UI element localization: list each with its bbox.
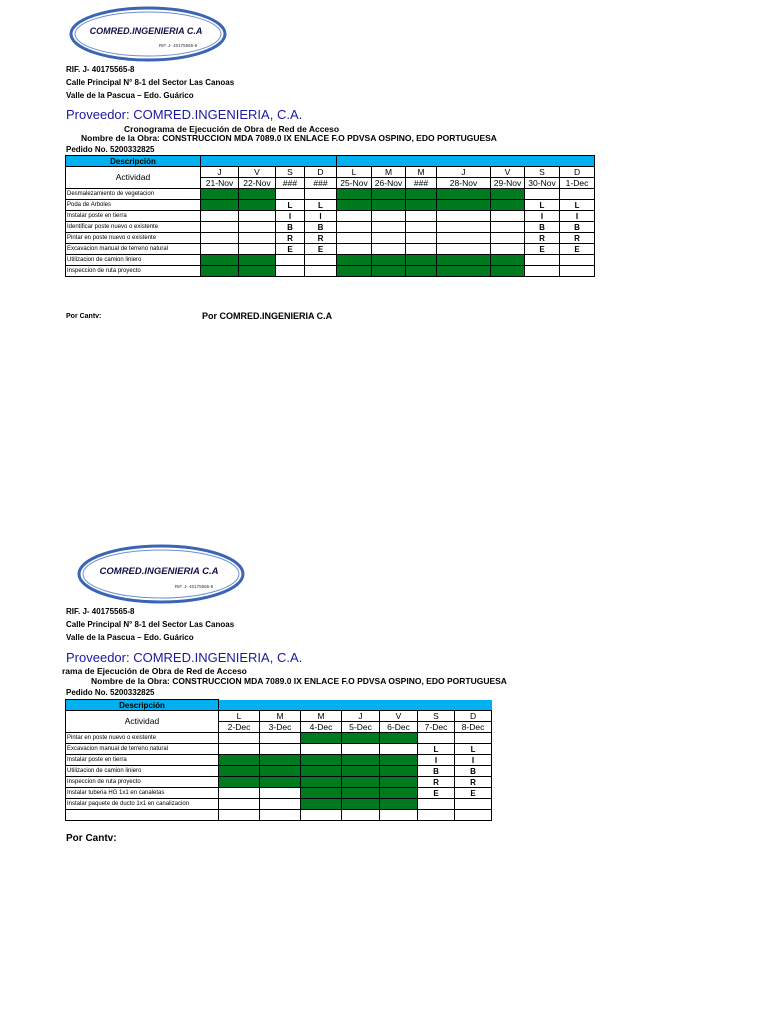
day-label: D [455, 711, 492, 722]
active-day-cell [337, 200, 372, 211]
libre-letter: E [525, 244, 560, 255]
active-day-cell [260, 777, 301, 788]
activity-name: Instalar poste en tierra [66, 755, 219, 766]
active-day-cell [491, 266, 525, 277]
project-name: Nombre de la Obra: CONSTRUCCION MDA 7089.0 IX ENLACE F.O PDVSA OSPINO, EDO PORTUGUESA [91, 676, 507, 686]
active-day-cell [342, 799, 380, 810]
active-day-cell [380, 733, 418, 744]
day-label: J [437, 167, 491, 178]
active-day-cell [406, 200, 437, 211]
active-day-cell [337, 189, 372, 200]
day-label: J [342, 711, 380, 722]
table-row [66, 799, 492, 810]
libre-letter: R [305, 233, 337, 244]
active-day-cell [380, 799, 418, 810]
day-label: V [239, 167, 276, 178]
table-row [66, 233, 595, 244]
schedule-title: Cronograma de Ejecución de Obra de Red de Acceso [124, 124, 340, 134]
active-day-cell [342, 777, 380, 788]
description-header: Descripción [66, 700, 219, 711]
date-label: 2-Dec [219, 722, 260, 733]
libre-letter: B [455, 766, 492, 777]
active-day-cell [372, 189, 406, 200]
libre-letter: L [455, 744, 492, 755]
libre-letter: E [276, 244, 305, 255]
date-label: 5-Dec [342, 722, 380, 733]
day-label: S [525, 167, 560, 178]
active-day-cell [491, 189, 525, 200]
libre-letter: R [525, 233, 560, 244]
date-label: 25-Nov [337, 178, 372, 189]
libre-letter: L [418, 744, 455, 755]
schedule-title: rama de Ejecución de Obra de Red de Acceso [62, 666, 247, 676]
provider-title: Proveedor: COMRED.INGENIERIA, C.A. [66, 107, 303, 122]
schedule-table-2 [65, 699, 492, 821]
active-day-cell [342, 733, 380, 744]
day-label: V [491, 167, 525, 178]
active-day-cell [201, 189, 239, 200]
day-label: J [201, 167, 239, 178]
table-row [66, 810, 492, 821]
active-day-cell [239, 189, 276, 200]
table-row [66, 777, 492, 788]
day-label: L [337, 167, 372, 178]
date-label: 4-Dec [301, 722, 342, 733]
description-header: Descripción [66, 156, 201, 167]
project-name: Nombre de la Obra: CONSTRUCCION MDA 7089.0 IX ENLACE F.O PDVSA OSPINO, EDO PORTUGUESA [81, 133, 497, 143]
active-day-cell [239, 200, 276, 211]
day-label: D [560, 167, 595, 178]
table-row [66, 255, 595, 266]
active-day-cell [372, 255, 406, 266]
libre-letter: R [276, 233, 305, 244]
active-day-cell [337, 255, 372, 266]
day-label: D [305, 167, 337, 178]
active-day-cell [372, 266, 406, 277]
activity-header: Actividad [66, 711, 219, 733]
date-label: 7-Dec [418, 722, 455, 733]
company-info [66, 605, 234, 644]
day-label: M [301, 711, 342, 722]
day-label: S [418, 711, 455, 722]
active-day-cell [239, 255, 276, 266]
company-logo [68, 5, 228, 63]
libre-letter: L [560, 200, 595, 211]
schedule-table-1 [65, 155, 595, 277]
active-day-cell [437, 266, 491, 277]
date-label: 26-Nov [372, 178, 406, 189]
libre-letter: R [418, 777, 455, 788]
activity-name: Inspeccion de ruta proyecto [66, 777, 219, 788]
provider-title: Proveedor: COMRED.INGENIERIA, C.A. [66, 650, 303, 665]
table-row [66, 189, 595, 200]
active-day-cell [301, 788, 342, 799]
active-day-cell [372, 200, 406, 211]
activity-name: Poda de Arboles [66, 200, 201, 211]
company-rif: RIF. J- 40175565-8 [66, 607, 135, 616]
logo-name: COMRED.INGENIERIA C.A [89, 26, 203, 36]
libre-letter: I [525, 211, 560, 222]
libre-letter: B [418, 766, 455, 777]
active-day-cell [491, 255, 525, 266]
libre-letter: E [560, 244, 595, 255]
company-address-line2: Valle de la Pascua – Edo. Guárico [66, 633, 194, 642]
libre-letter: B [525, 222, 560, 233]
libre-letter: B [276, 222, 305, 233]
order-number: Pedido No. 5200332825 [66, 688, 155, 697]
table-row [66, 733, 492, 744]
activity-name: Instalar tuberia HG 1x1 en canaletas [66, 788, 219, 799]
date-label: ### [406, 178, 437, 189]
activity-name: Inspeccion de ruta proyecto [66, 266, 201, 277]
table-row [66, 266, 595, 277]
libre-letter: I [305, 211, 337, 222]
active-day-cell [406, 255, 437, 266]
libre-letter: I [418, 755, 455, 766]
day-label: M [406, 167, 437, 178]
active-day-cell [219, 766, 260, 777]
activity-name: Instalar paquete de ducto 1x1 en canalizacion [66, 799, 219, 810]
libre-letter: I [455, 755, 492, 766]
active-day-cell [342, 755, 380, 766]
active-day-cell [239, 266, 276, 277]
libre-letter: L [305, 200, 337, 211]
active-day-cell [301, 755, 342, 766]
libre-letter: I [560, 211, 595, 222]
table-row [66, 788, 492, 799]
day-label: S [276, 167, 305, 178]
libre-letter: E [418, 788, 455, 799]
table-row [66, 211, 595, 222]
libre-letter: L [525, 200, 560, 211]
active-day-cell [380, 777, 418, 788]
activity-name: Excavacion manual de terreno natural [66, 244, 201, 255]
company-info [66, 63, 234, 102]
activity-name: Pintar en poste nuevo o existente [66, 233, 201, 244]
day-label: M [260, 711, 301, 722]
date-label: 29-Nov [491, 178, 525, 189]
activity-name: Identificar poste nuevo o existente [66, 222, 201, 233]
date-label: ### [276, 178, 305, 189]
table-row [66, 244, 595, 255]
table-row [66, 200, 595, 211]
activity-name: Instalar poste en tierra [66, 211, 201, 222]
active-day-cell [301, 733, 342, 744]
libre-letter: L [276, 200, 305, 211]
active-day-cell [342, 788, 380, 799]
table-row [66, 755, 492, 766]
active-day-cell [380, 788, 418, 799]
company-rif: RIF. J- 40175565-8 [66, 65, 135, 74]
day-label: L [219, 711, 260, 722]
active-day-cell [437, 200, 491, 211]
signature-cantv: Por Cantv: [66, 313, 102, 320]
active-day-cell [380, 755, 418, 766]
activity-header: Actividad [66, 167, 201, 189]
date-label: 6-Dec [380, 722, 418, 733]
logo-name: COMRED.INGENIERIA C.A [99, 566, 219, 577]
active-day-cell [491, 200, 525, 211]
active-day-cell [260, 755, 301, 766]
date-label: 1-Dec [560, 178, 595, 189]
company-address-line2: Valle de la Pascua – Edo. Guárico [66, 91, 194, 100]
libre-letter: R [455, 777, 492, 788]
company-logo [76, 543, 246, 605]
libre-letter: R [560, 233, 595, 244]
table-row [66, 222, 595, 233]
table-row [66, 766, 492, 777]
activity-name: Desmalezamiento de vegetacion [66, 189, 201, 200]
active-day-cell [201, 266, 239, 277]
date-label: 28-Nov [437, 178, 491, 189]
order-number: Pedido No. 5200332825 [66, 145, 155, 154]
day-label: V [380, 711, 418, 722]
active-day-cell [219, 755, 260, 766]
day-label: M [372, 167, 406, 178]
libre-letter: B [560, 222, 595, 233]
date-label: 21-Nov [201, 178, 239, 189]
active-day-cell [301, 799, 342, 810]
active-day-cell [380, 766, 418, 777]
active-day-cell [437, 189, 491, 200]
signature-cantv: Por Cantv: [66, 833, 117, 844]
active-day-cell [342, 766, 380, 777]
active-day-cell [201, 200, 239, 211]
activity-name: Pintar en poste nuevo o existente [66, 733, 219, 744]
company-address-line1: Calle Principal N° 8-1 del Sector Las Canoas [66, 78, 235, 87]
active-day-cell [337, 266, 372, 277]
date-label: 8-Dec [455, 722, 492, 733]
logo-rif: RIF. J- 40175565-8 [158, 43, 198, 48]
activity-name: Utilizacion de camion liniero [66, 255, 201, 266]
libre-letter: B [305, 222, 337, 233]
active-day-cell [260, 766, 301, 777]
date-label: 22-Nov [239, 178, 276, 189]
date-label: 3-Dec [260, 722, 301, 733]
activity-name: Utilizacion de camion liniero [66, 766, 219, 777]
active-day-cell [201, 255, 239, 266]
active-day-cell [301, 777, 342, 788]
company-address-line1: Calle Principal N° 8-1 del Sector Las Canoas [66, 620, 235, 629]
table-row [66, 744, 492, 755]
signature-comred: Por COMRED.INGENIERIA C.A [202, 311, 333, 321]
libre-letter: E [455, 788, 492, 799]
libre-letter: I [276, 211, 305, 222]
active-day-cell [406, 266, 437, 277]
libre-letter: E [305, 244, 337, 255]
activity-name: Excavacion manual de terreno natural [66, 744, 219, 755]
active-day-cell [219, 777, 260, 788]
active-day-cell [437, 255, 491, 266]
date-label: ### [305, 178, 337, 189]
active-day-cell [301, 766, 342, 777]
date-label: 30-Nov [525, 178, 560, 189]
logo-rif: RIF. J- 40175565-8 [174, 584, 214, 589]
active-day-cell [406, 189, 437, 200]
